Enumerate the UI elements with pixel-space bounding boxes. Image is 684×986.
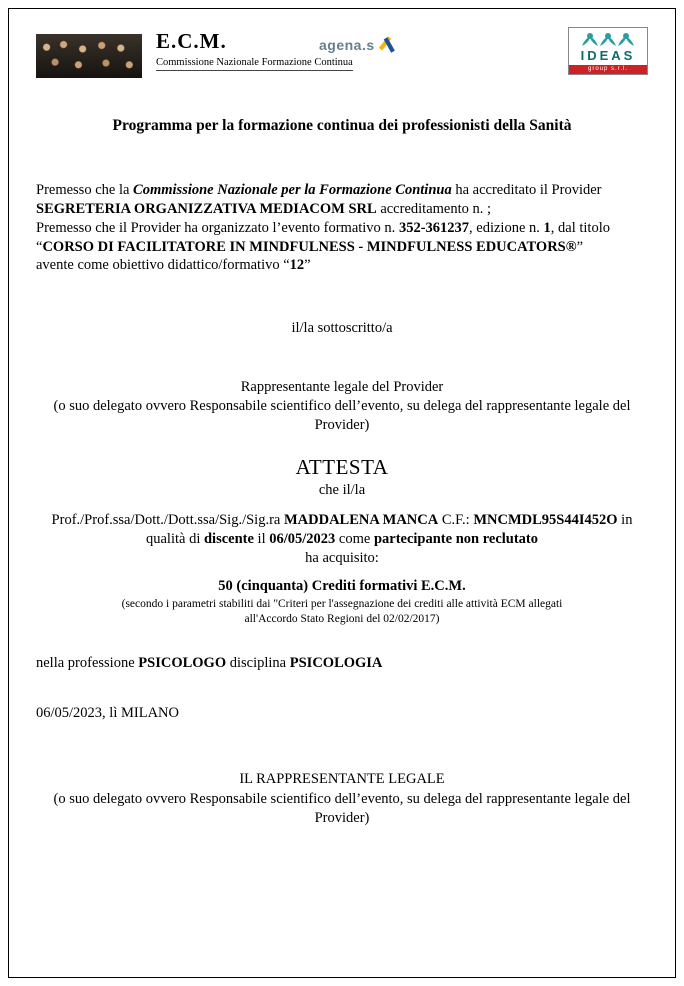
ideas-sub-label: group s.r.l. xyxy=(569,65,647,74)
commission-photo xyxy=(36,34,142,78)
certificate-page xyxy=(8,8,676,978)
premesso-paragraph: Premesso che la Commissione Nazionale per la Formazione Continua ha accreditato il Provider SEGRETERIA ORGANIZZATIVA MEDIACOM SRL accreditamento n. ; Premesso che il Provider ha organizzato l’evento formativo n. 352-361237, edizione n. 1, dal titolo “CORSO DI FACILITATORE IN MINDFULNESS - MINDFULNESS EDUCATORS®” avente come obiettivo didattico/formativo “12” xyxy=(36,182,610,274)
agenas-mark-icon xyxy=(378,35,398,55)
che-il-la-line: che il/la xyxy=(318,481,366,498)
ideas-flower-icon xyxy=(569,28,647,47)
sottoscritto-line: il/la sottoscritto/a xyxy=(291,320,393,337)
ideas-logo xyxy=(568,27,648,75)
rappresentante-block xyxy=(36,378,648,435)
agenas-label: agena.s xyxy=(319,37,375,53)
rappresentante-line: Rappresentante legale del Provider xyxy=(240,379,444,396)
crediti-note: (secondo i parametri stabiliti dai "Criteri per l'assegnazione dei crediti alle attività ECM allegati all'Accordo Stato Regioni del 02/02/2017) xyxy=(121,597,563,625)
agenas-logo xyxy=(319,35,398,55)
ecm-title: E.C.M. xyxy=(156,29,227,53)
attesta-heading: ATTESTA xyxy=(295,454,389,479)
crediti-line: 50 (cinquanta) Crediti formativi E.C.M. xyxy=(218,577,466,594)
firma-block xyxy=(36,770,648,828)
header xyxy=(36,27,648,91)
ecm-subtitle: Commissione Nazionale Formazione Continua xyxy=(156,57,353,71)
professione-line: nella professione PSICOLOGO disciplina PSICOLOGIA xyxy=(36,655,383,672)
ideas-label: IDEAS xyxy=(580,48,636,63)
document-title: Programma per la formazione continua dei professionisti della Sanità xyxy=(112,117,572,134)
data-luogo-line: 06/05/2023, lì MILANO xyxy=(36,705,179,722)
rappresentante-note: (o suo delegato ovvero Responsabile scientifico dell’evento, su delega del rappresentante legale del Provider) xyxy=(53,397,631,433)
firma-title: IL RAPPRESENTANTE LEGALE xyxy=(239,770,445,787)
firma-note: (o suo delegato ovvero Responsabile scientifico dell’evento, su delega del rappresentante legale del Provider) xyxy=(53,790,631,826)
discente-paragraph: Prof./Prof.ssa/Dott./Dott.ssa/Sig./Sig.ra MADDALENA MANCA C.F.: MNCMDL95S44I452O in qualità di discente il 06/05/2023 come partecipante non reclutato ha acquisito: xyxy=(51,512,633,567)
